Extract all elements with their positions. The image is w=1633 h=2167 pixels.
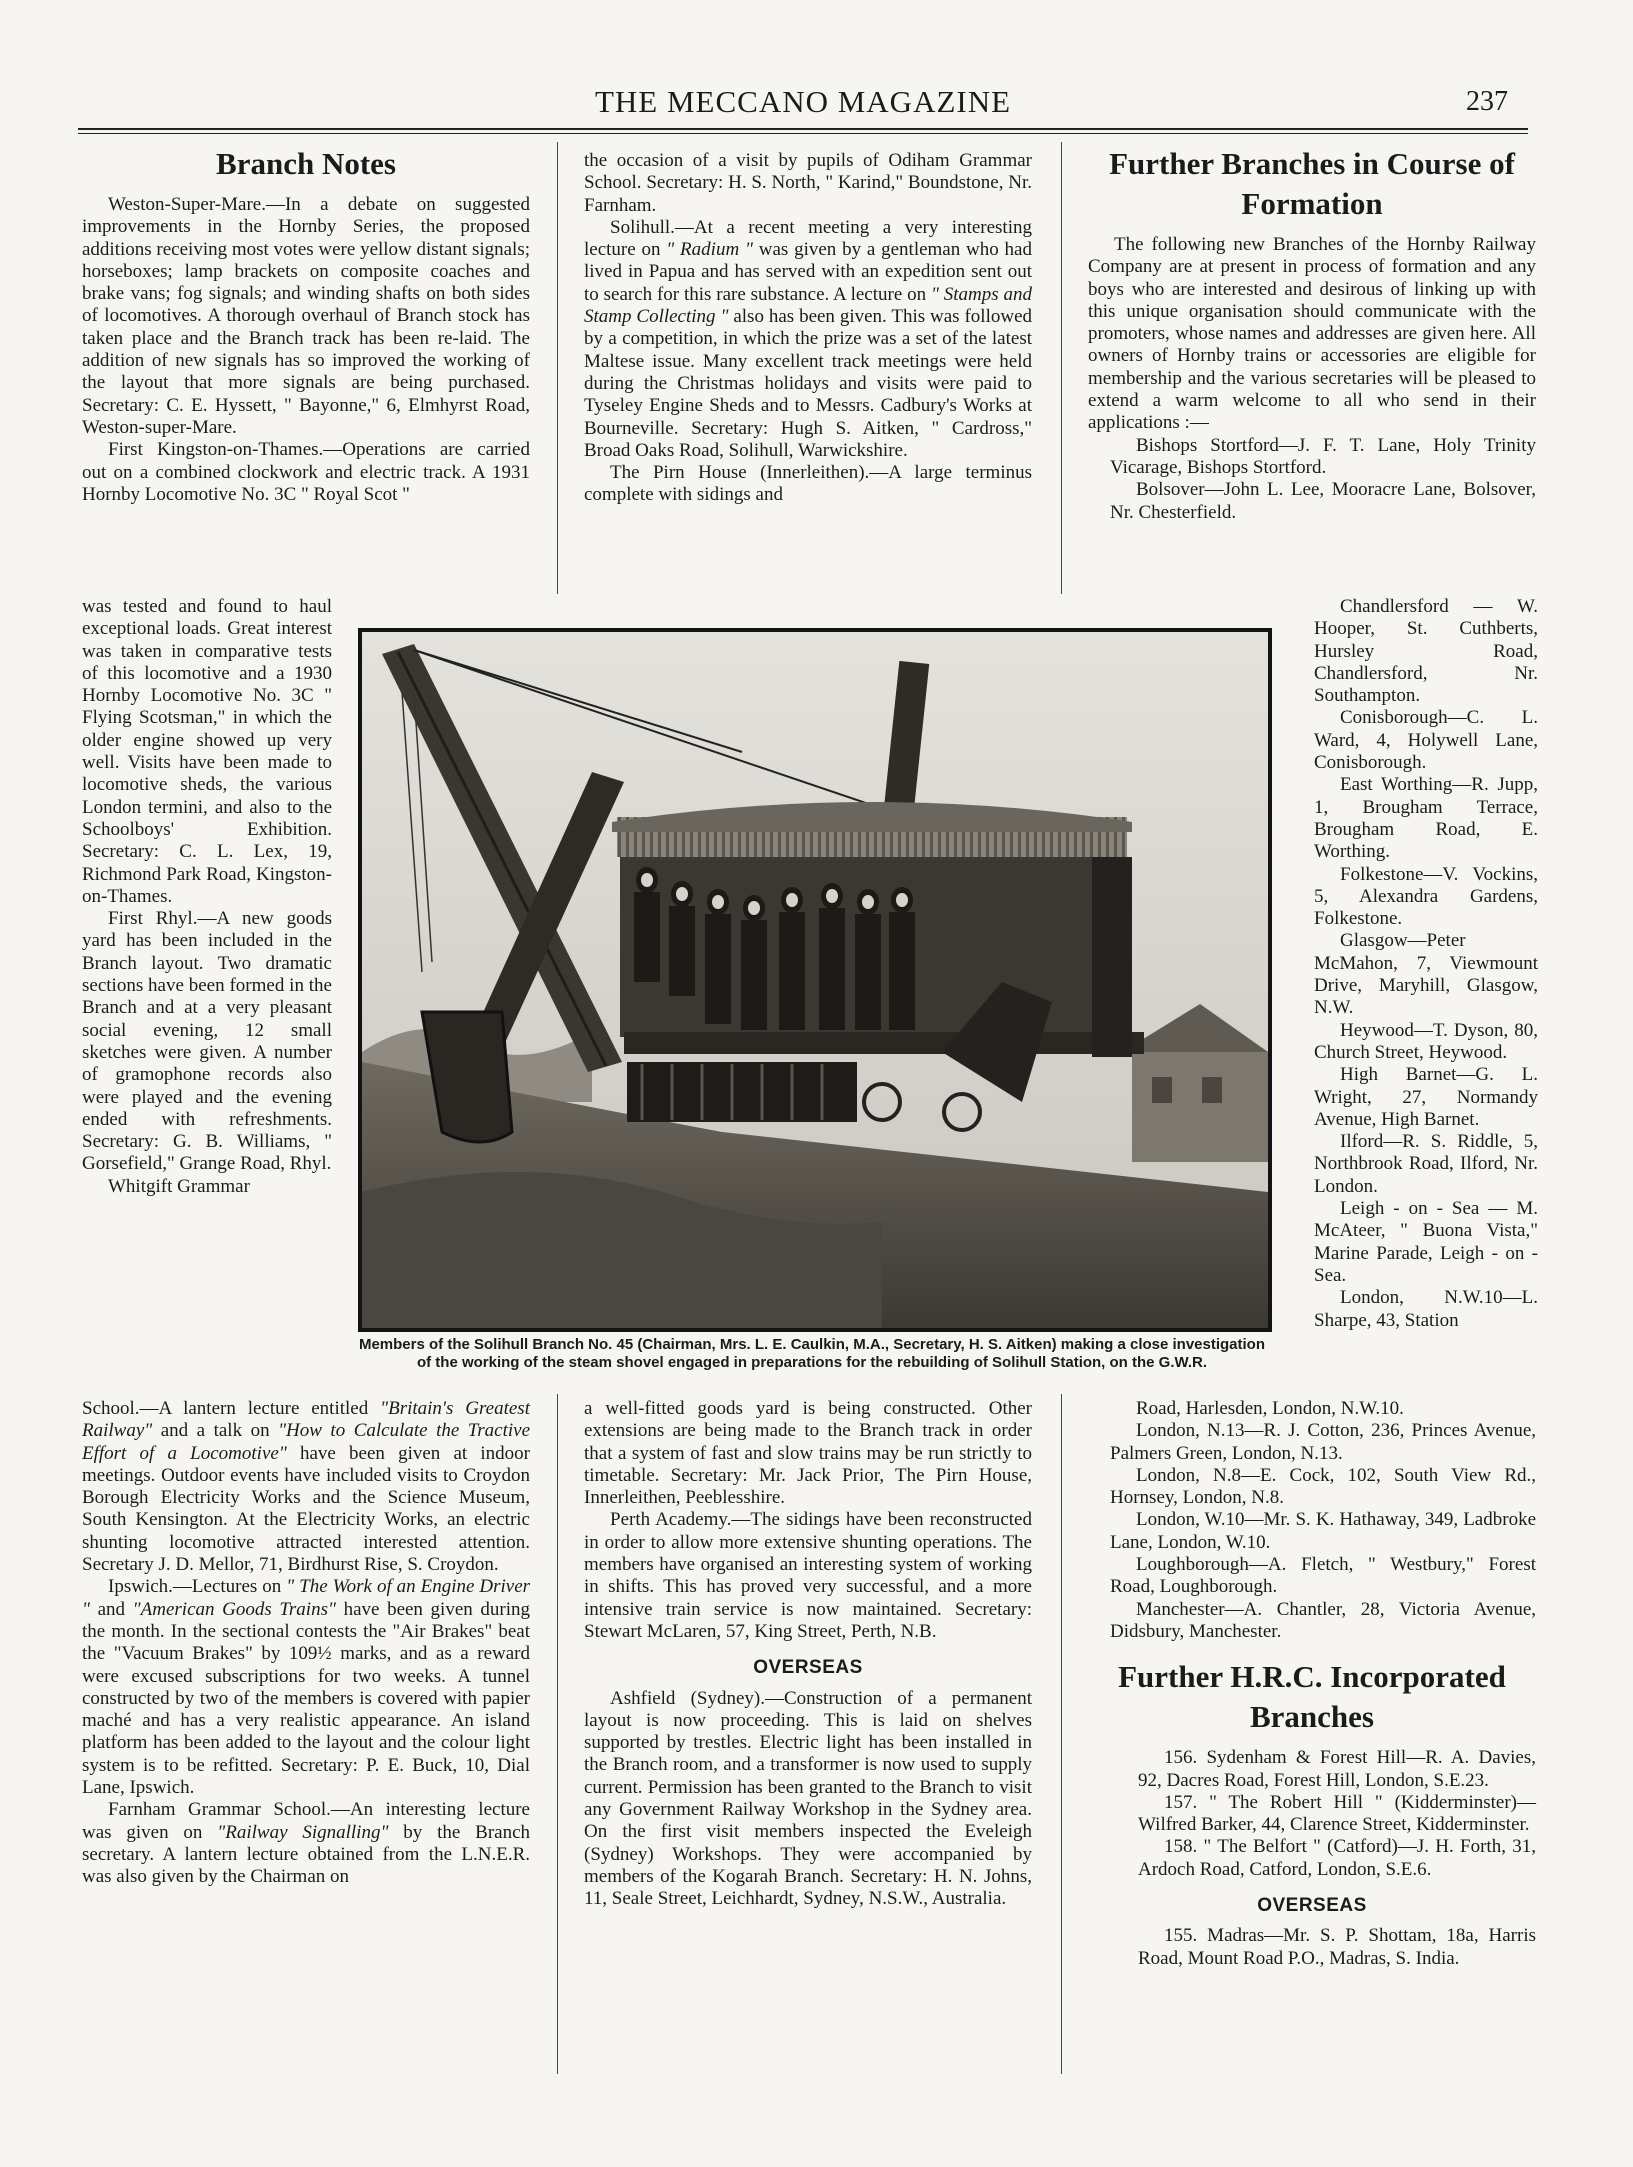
incorporated-entry: 156. Sydenham & Forest Hill—R. A. Davies, 92, Dacres Road, Forest Hill, London, S.E.23. [1138,1747,1536,1791]
branch-entry: London, N.13—R. J. Cotton, 236, Princes Avenue, Palmers Green, London, N.13. [1110,1420,1536,1464]
note-whitgift: School.—A lantern lecture entitled "Britain's Greatest Railway" and a talk on "How to Calculate the Tractive Effort of a Locomotive" have been given at indoor meetings. Outdoor events have included visits to Croydon Borough Electricity Works and the Science Museum, South Kensington. At the Electricity Works, an electric shunting locomotive attracted interested attention. Secretary J. D. Mellor, 71, Birdhurst Rise, S. Croydon. [82,1398,531,1576]
page-number: 237 [1466,86,1508,117]
column-divider-left-top [557,142,558,594]
note-pirn: The Pirn House (Innerleithen).—A large terminus complete with sidings and [584,462,1032,506]
incorporated-overseas-list [1088,1925,1536,1970]
header-rule-thin [78,133,1528,134]
branch-entry: Leigh - on - Sea — M. McAteer, " Buona Vista," Marine Parade, Leigh - on - Sea. [1314,1198,1538,1286]
further-branches-intro: The following new Branches of the Hornby Railway Company are at present in process of formation and any boys who are interested and desirous of linking up with this unique organisation should communicate with the promoters, whose names and addresses are given here. All owners of Hornby trains or accessories are eligible for membership and the various secretaries will be pleased to extend a warm welcome to all who send in their applications :— [1088,234,1536,434]
branch-entry: London, N.W.10—L. Sharpe, 43, Station [1314,1287,1538,1331]
branch-entry-list [1088,435,1536,524]
branch-entry: East Worthing—R. Jupp, 1, Brougham Terrace, Brougham Road, E. Worthing. [1314,774,1538,863]
middle-bottom-column [584,1398,1032,1911]
incorporated-heading: Further H.R.C. Incorporated Branches [1118,1659,1506,1735]
steam-shovel-photo [358,628,1272,1332]
note-ipswich: Ipswich.—Lectures on " The Work of an Engine Driver " and "American Goods Trains" have been given during the month. In the sectional contests the "Air Brakes" beat the "Vacuum Brakes" by 109½ marks, and as a reward were excused subscriptions for two weeks. A tunnel constructed by two of the members is covered with papier maché and has a very realistic appearance. An island platform has been added to the layout and the colour light system is to be refitted. Secretary: P. E. Buck, 10, Dial Lane, Ipswich. [82,1576,531,1799]
incorporated-entry: 158. " The Belfort " (Catford)—J. H. Forth, 31, Ardoch Road, Catford, London, S.E.6. [1138,1836,1536,1880]
branch-entry: Conisborough—C. L. Ward, 4, Holywell Lane, Conisborough. [1314,707,1538,774]
incorporated-entry: 157. " The Robert Hill " (Kidderminster)—Wilfred Barker, 44, Clarence Street, Kidderminster. [1138,1791,1536,1836]
note-pirn-cont: a well-fitted goods yard is being constructed. Other extensions are being made to the Branch track in order that a system of fast and slow trains may be run strictly to timetable. Secretary: Mr. Jack Prior, The Pirn House, Innerleithen, Peeblesshire. [584,1398,1032,1509]
note-solihull: Solihull.—At a recent meeting a very interesting lecture on " Radium " was given by a gentleman who had lived in Papua and has served with an expedition sent out to search for this rare substance. A lecture on " Stamps and Stamp Collecting " also has been given. This was followed by a competition, in which the prize was a set of the latest Maltese issue. Many excellent track meetings were held during the Christmas holidays and visits were paid to Tyseley Engine Sheds and to Messrs. Cadbury's Works at Bourneville. Secretary: Hugh S. Aitken, " Cardross," Broad Oaks Road, Solihull, Warwickshire. [584,216,1033,461]
branch-entry-list-bottom [1088,1398,1536,1643]
column-divider-right-bottom [1061,1394,1062,2074]
steam-shovel-illustration [362,632,1268,1328]
further-branches-heading: Further Branches in Course of Formation [1109,146,1515,221]
branch-notes-narrow-column [82,596,332,1198]
branch-entry: Glasgow—Peter McMahon, 7, Viewmount Drive, Maryhill, Glasgow, N.W. [1314,930,1538,1019]
further-branches-bottom-column [1088,1398,1536,1970]
further-branches-column [1088,144,1536,524]
branch-entry: Chandlersford — W. Hooper, St. Cuthberts, Hursley Road, Chandlersford, Nr. Southampton. [1314,596,1538,707]
branch-entry: Ilford—R. S. Riddle, 5, Northbrook Road, Ilford, Nr. London. [1314,1131,1538,1197]
page-header [78,82,1528,128]
further-branches-narrow-column [1292,596,1538,1332]
note-kingston: First Kingston-on-Thames.—Operations are carried out on a combined clockwork and electric track. A 1931 Hornby Locomotive No. 3C " Royal Scot " [82,439,530,505]
middle-top-column [584,150,1032,507]
branch-entry: London, W.10—Mr. S. K. Hathaway, 349, Ladbroke Lane, London, W.10. [1110,1509,1536,1553]
branch-entry: High Barnet—G. L. Wright, 27, Normandy Avenue, High Barnet. [1314,1064,1538,1130]
note-whitgift-head: Whitgift Grammar [108,1175,250,1197]
note-farnham: Farnham Grammar School.—An interesting lecture was given on "Railway Signalling" by the Branch secretary. A lantern lecture obtained from the L.N.E.R. was also given by the Chairman on [82,1799,531,1888]
note-farnham-cont: the occasion of a visit by pupils of Odiham Grammar School. Secretary: H. S. North, " Karind," Boundstone, Nr. Farnham. [584,150,1032,216]
branch-entry: Heywood—T. Dyson, 80, Church Street, Heywood. [1314,1019,1538,1063]
photo-caption: Members of the Solihull Branch No. 45 (Chairman, Mrs. L. E. Caulkin, M.A., Secretary, H. S. Aitken) making a close investigation of the working of the steam shovel engaged in preparations for the rebuilding of Solihull Station, on the G.W.R. [358,1336,1266,1371]
note-perth: Perth Academy.—The sidings have been reconstructed in order to allow more extensive shunting operations. The members have organised an interesting system of working in shifts. This has proved very successful, and a more intensive train service is now maintained. Secretary: Stewart McLaren, 57, King Street, Perth, N.B. [584,1509,1032,1642]
branch-entry: London, N.8—E. Cock, 102, South View Rd., Hornsey, London, N.8. [1110,1464,1536,1509]
branch-entry: Bishops Stortford—J. F. T. Lane, Holy Trinity Vicarage, Bishops Stortford. [1110,434,1536,478]
header-rule [78,128,1528,130]
incorporated-overseas-heading: OVERSEAS [1257,1895,1367,1917]
column-divider-right-top [1061,142,1062,594]
column-divider-left-bottom [557,1394,558,2074]
magazine-title: THE MECCANO MAGAZINE [594,84,1012,119]
note-ashfield: Ashfield (Sydney).—Construction of a permanent layout is now proceeding. This is laid on shelves supported by trestles. Electric light has been installed in the Branch room, and a transformer is now used to supply current. Permission has been granted to the Branch to visit any Government Railway Workshop in the Sydney area. On the first visit members inspected the Eveleigh (Sydney) Workshops. They were accompanied by members of the Kogarah Branch. Secretary: H. N. Johns, 11, Seale Street, Leichhardt, Sydney, N.S.W., Australia. [584,1687,1032,1910]
incorporated-list [1088,1747,1536,1881]
incorporated-overseas-entry: 155. Madras—Mr. S. P. Shottam, 18a, Harris Road, Mount Road P.O., Madras, S. India. [1138,1925,1536,1969]
branch-notes-heading: Branch Notes [216,146,396,181]
branch-entry: Loughborough—A. Fletch, " Westbury," Forest Road, Loughborough. [1110,1554,1536,1598]
branch-notes-column [82,144,530,506]
branch-entry: Road, Harlesden, London, N.W.10. [1136,1398,1404,1419]
branch-entry: Manchester—A. Chantler, 28, Victoria Avenue, Didsbury, Manchester. [1110,1598,1536,1642]
branch-entry: Folkestone—V. Vockins, 5, Alexandra Gardens, Folkestone. [1314,863,1538,930]
overseas-heading: OVERSEAS [753,1657,863,1679]
note-kingston-cont: was tested and found to haul exceptional loads. Great interest was taken in comparative tests of this locomotive and a 1930 Hornby Locomotive No. 3C " Flying Scotsman," in which the older engine showed up very well. Visits have been made to locomotive sheds, the various London termini, and also to the Schoolboys' Exhibition. Secretary: C. L. Lex, 19, Richmond Park Road, Kingston-on-Thames. [82,596,332,907]
branch-entry: Bolsover—John L. Lee, Mooracre Lane, Bolsover, Nr. Chesterfield. [1110,479,1536,523]
branch-notes-bottom-column [82,1398,530,1889]
branch-entry-list-narrow [1292,596,1538,1332]
note-weston: Weston-Super-Mare.—In a debate on suggested improvements in the Hornby Series, the proposed additions receiving most votes were yellow distant signals; horseboxes; lamp brackets on composite coaches and brake vans; fog signals; and winding shafts on both sides of locomotives. A thorough overhaul of Branch stock has taken place and the Branch track has been re-laid. The addition of new signals has so improved the working of the layout that more signals are being purchased. Secretary: C. E. Hyssett, " Bayonne," 6, Elmhyrst Road, Weston-super-Mare. [82,194,531,438]
note-rhyl: First Rhyl.—A new goods yard has been included in the Branch layout. Two dramatic sections have been formed in the Branch and at a very pleasant social evening, 12 small sketches were given. A number of gramophone records also were played and the evening ended with refreshments. Secretary: G. B. Williams, " Gorsefield," Grange Road, Rhyl. [82,908,332,1175]
